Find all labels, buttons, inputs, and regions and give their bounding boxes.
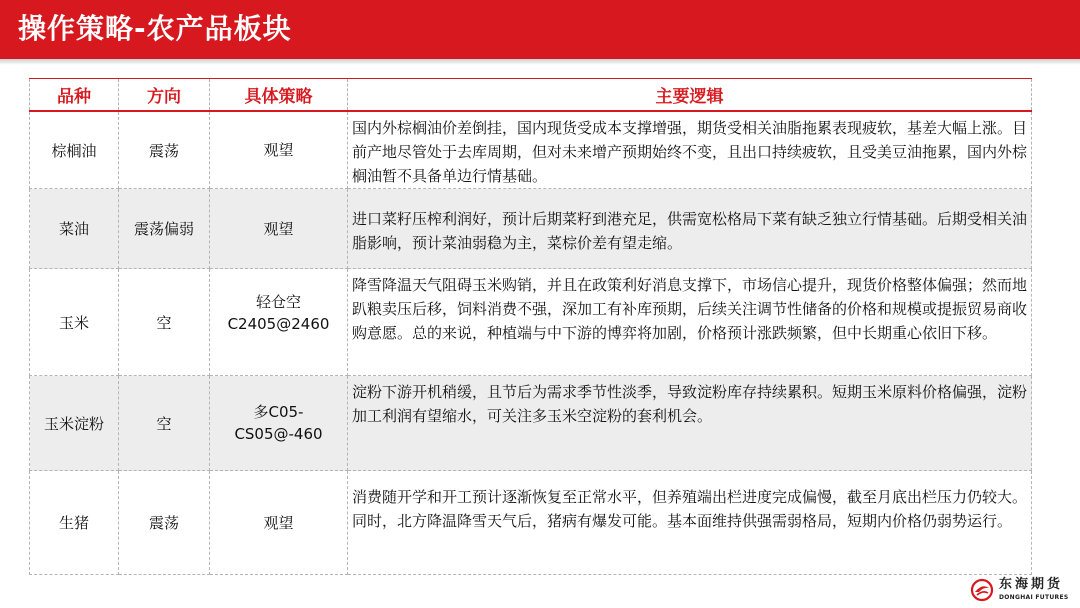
logic-cell: 降雪降温天气阻碍玉米购销，并且在政策利好消息支撑下，市场信心提升，现货价格整体偏强；然而地趴粮卖压后移，饲料消费不强，深加工有补库预期，后续关注调节性储备的价格和规模或提振贸易商收购意愿。总的来说，种植端与中下游的博弈将加剧，价格预计涨跌频繁，但中长期重心依旧下移。	[348, 269, 1032, 376]
strategy-cell: 轻仓空C2405@2460	[210, 269, 348, 376]
table-row	[30, 269, 1032, 376]
direction-cell: 震荡	[119, 111, 210, 189]
logo-name-en: DONGHAI FUTURES	[999, 594, 1069, 601]
logo-name-cn: 东海期货	[999, 577, 1064, 592]
table-header-row	[30, 79, 1032, 112]
strategy-cell: 观望	[210, 471, 348, 575]
header-variety: 品种	[30, 79, 119, 112]
strategy-cell: 观望	[210, 189, 348, 269]
header-strategy: 具体策略	[210, 79, 348, 112]
logic-cell: 消费随开学和开工预计逐渐恢复至正常水平，但养殖端出栏进度完成偏慢，截至月底出栏压力仍较大。同时，北方降温降雪天气后，猪病有爆发可能。基本面维持供强需弱格局，短期内价格仍弱势运行。	[348, 471, 1032, 575]
strategy-table	[29, 78, 1032, 575]
direction-cell: 空	[119, 269, 210, 376]
logic-cell: 国内外棕榈油价差倒挂，国内现货受成本支撑增强，期货受相关油脂拖累表现疲软，基差大幅上涨。目前产地尽管处于去库周期，但对未来增产预期始终不变，且出口持续疲软，且受美豆油拖累，国内外棕榈油暂不具备单边行情基础。	[348, 111, 1032, 189]
table-row	[30, 471, 1032, 575]
table-row	[30, 111, 1032, 189]
strategy-cell: 观望	[210, 111, 348, 189]
header-direction: 方向	[119, 79, 210, 112]
table-row	[30, 376, 1032, 471]
variety-cell: 玉米淀粉	[30, 376, 119, 471]
variety-cell: 棕榈油	[30, 111, 119, 189]
variety-cell: 菜油	[30, 189, 119, 269]
logic-cell: 淀粉下游开机稍缓，且节后为需求季节性淡季，导致淀粉库存持续累积。短期玉米原料价格偏强，淀粉加工利润有望缩水，可关注多玉米空淀粉的套利机会。	[348, 376, 1032, 471]
direction-cell: 震荡偏弱	[119, 189, 210, 269]
page-title: 操作策略-农产品板块	[18, 12, 292, 45]
title-banner	[0, 0, 1080, 59]
direction-cell: 空	[119, 376, 210, 471]
donghai-logo-icon	[970, 578, 994, 602]
table-row	[30, 189, 1032, 269]
company-logo	[970, 577, 1076, 604]
banner-shadow	[0, 59, 1080, 65]
variety-cell: 玉米	[30, 269, 119, 376]
direction-cell: 震荡	[119, 471, 210, 575]
variety-cell: 生猪	[30, 471, 119, 575]
logic-cell: 进口菜籽压榨利润好，预计后期菜籽到港充足，供需宽松格局下菜有缺乏独立行情基础。后期受相关油脂影响，预计菜油弱稳为主，菜棕价差有望走缩。	[348, 189, 1032, 269]
strategy-cell: 多C05-CS05@-460	[210, 376, 348, 471]
header-logic: 主要逻辑	[348, 79, 1032, 112]
